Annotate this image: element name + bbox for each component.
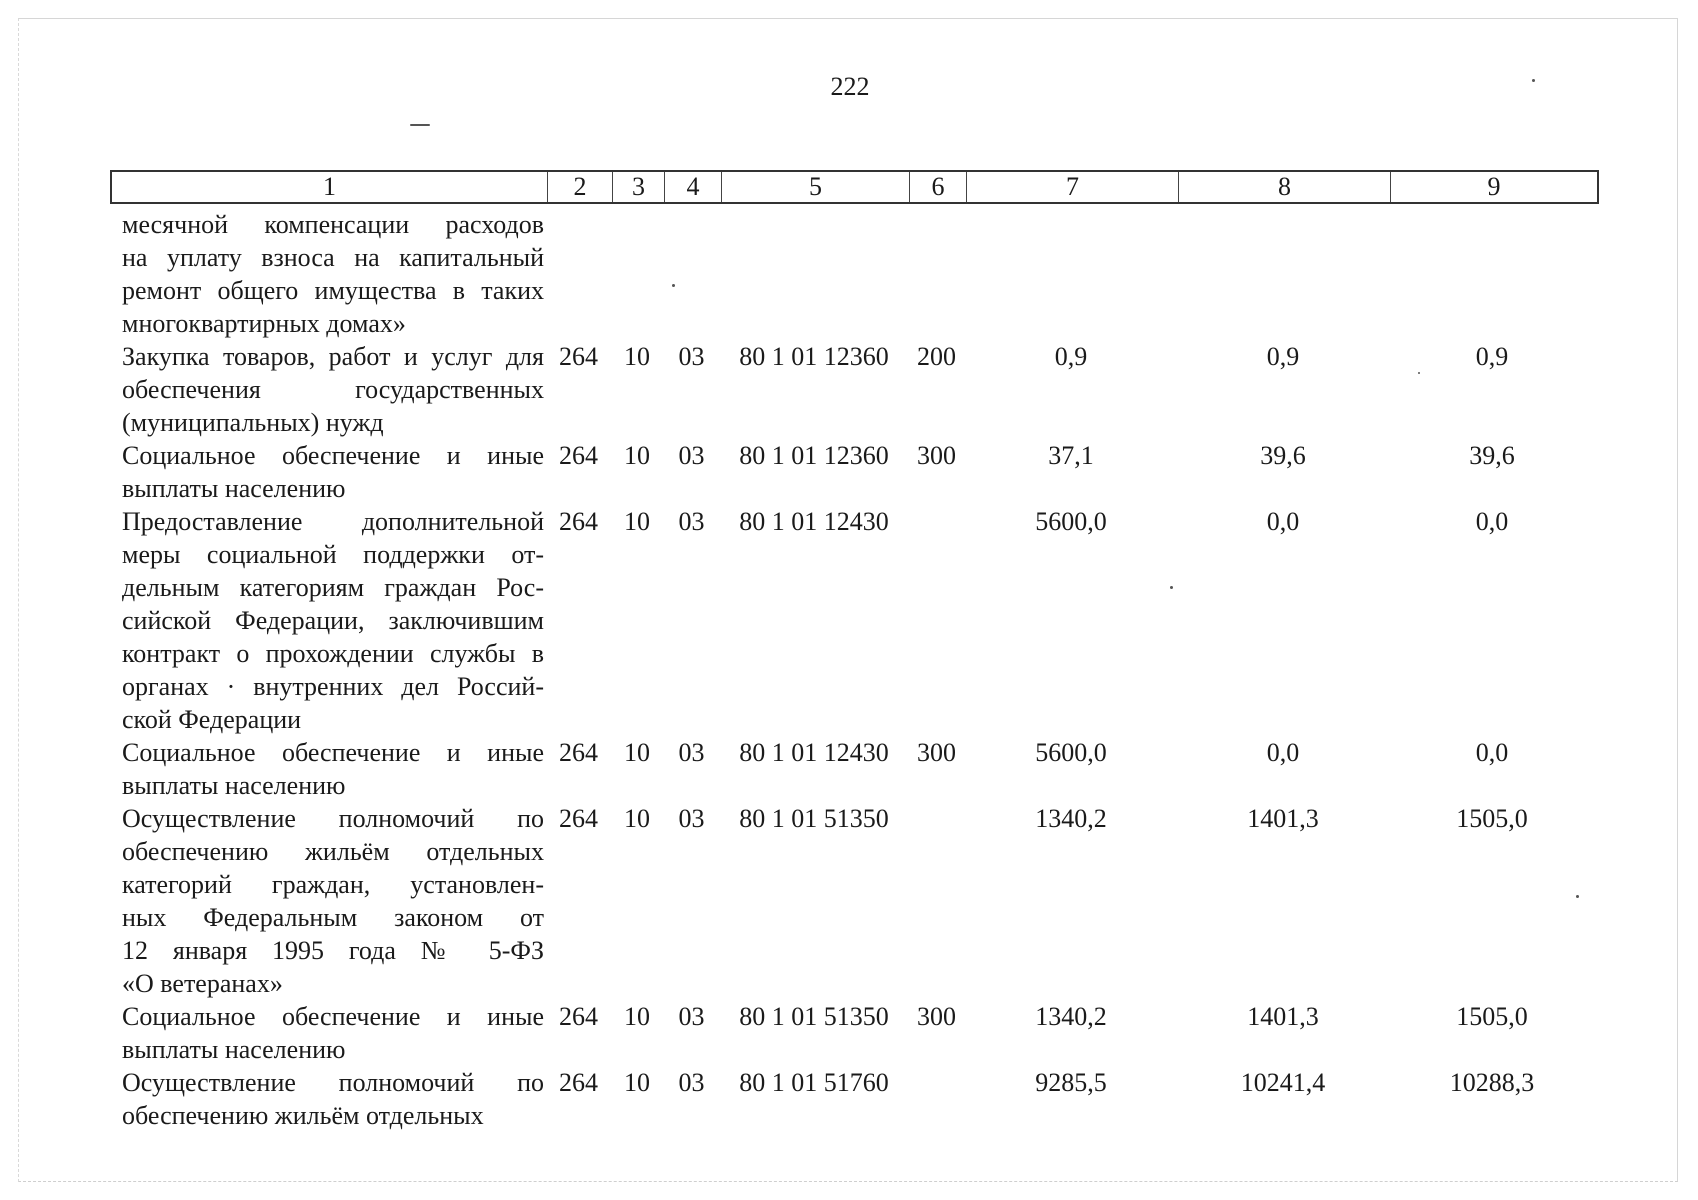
section-code — [611, 208, 663, 340]
amount-year-1: 9285,5 — [1035, 1068, 1107, 1097]
subsection-code: 03 — [678, 1002, 705, 1031]
row-description — [110, 1000, 546, 1066]
description-line: дельным категориям граждан Рос- — [122, 573, 544, 602]
expense-type-code: 300 — [917, 1002, 956, 1031]
description-line: Социальное обеспечение и иные — [122, 1002, 544, 1031]
amount-year-1: 37,1 — [1048, 441, 1094, 470]
section-code: 10 — [624, 342, 650, 371]
subsection-code: 03 — [678, 738, 705, 767]
description-line: ремонт общего имущества в таких — [122, 276, 544, 305]
header-cell-7: 7 — [967, 172, 1179, 202]
ministry-code: 264 — [559, 1068, 598, 1097]
header-cell-2: 2 — [548, 172, 613, 202]
target-article-code — [720, 208, 908, 340]
description-line: контракт о прохождении службы в — [122, 639, 544, 668]
description-line: Закупка товаров, работ и услуг для — [122, 342, 544, 371]
section-code: 10 — [624, 1068, 650, 1097]
row-description — [110, 439, 546, 505]
scan-speck — [1418, 372, 1420, 374]
table-row — [110, 1066, 1595, 1132]
amount-year-2: 0,0 — [1266, 738, 1300, 767]
amount-year-1: 5600,0 — [1035, 738, 1107, 767]
description-line: категорий граждан, установлен- — [122, 870, 544, 899]
header-cell-9: 9 — [1487, 172, 1501, 201]
section-code: 10 — [624, 441, 650, 470]
row-description — [110, 208, 546, 340]
section-code: 10 — [624, 804, 650, 833]
amount-year-2: 39,6 — [1260, 441, 1306, 470]
description-line: ных Федеральным законом от — [122, 903, 544, 932]
row-description — [110, 505, 546, 736]
description-line: ской Федерации — [122, 705, 302, 734]
description-line: выплаты населению — [122, 1035, 346, 1064]
description-line: обеспечению жильём отдельных — [122, 837, 544, 866]
amount-year-2: 1401,3 — [1247, 804, 1319, 833]
scan-speck — [1576, 895, 1579, 898]
description-line: выплаты населению — [122, 474, 346, 503]
header-cell-4: 4 — [665, 172, 722, 202]
description-line: Социальное обеспечение и иные — [122, 738, 544, 767]
amount-year-2: 10241,4 — [1240, 1068, 1326, 1097]
subsection-code: 03 — [678, 441, 705, 470]
amount-year-3: 1505,0 — [1456, 804, 1528, 833]
description-line: на уплату взноса на капитальный — [122, 243, 544, 272]
row-description — [110, 1066, 546, 1132]
amount-year-1: 5600,0 — [1035, 507, 1107, 536]
amount-year-1: 1340,2 — [1035, 804, 1107, 833]
amount-year-2: 0,9 — [1266, 342, 1300, 371]
row-description — [110, 340, 546, 439]
amount-year-3: 0,9 — [1475, 342, 1509, 371]
amount-year-3: 0,0 — [1475, 507, 1509, 536]
section-code: 10 — [624, 1002, 650, 1031]
description-line: месячной компенсации расходов — [122, 210, 544, 239]
description-line: сийской Федерации, заключившим — [122, 606, 544, 635]
description-line: Осуществление полномочий по — [122, 804, 544, 833]
table-row — [110, 439, 1595, 505]
amount-year-1: 1340,2 — [1035, 1002, 1107, 1031]
ministry-code: 264 — [559, 342, 598, 371]
expense-type-code — [908, 208, 965, 340]
header-cell-1: 1 — [112, 172, 548, 202]
target-article-code: 80 1 01 12360 — [739, 342, 889, 371]
amount-year-3: 1505,0 — [1456, 1002, 1528, 1031]
description-line: Социальное обеспечение и иные — [122, 441, 544, 470]
description-line: органах · внутренних дел Россий- — [122, 672, 544, 701]
row-description — [110, 802, 546, 1000]
row-description — [110, 736, 546, 802]
amount-year-1 — [965, 208, 1177, 340]
page-number: 222 — [830, 72, 870, 101]
target-article-code: 80 1 01 51760 — [739, 1068, 889, 1097]
expense-type-code — [908, 505, 965, 736]
header-cell-3: 3 — [613, 172, 665, 202]
amount-year-1: 0,9 — [1054, 342, 1088, 371]
subsection-code: 03 — [678, 342, 705, 371]
scan-speck — [672, 284, 675, 287]
expense-type-code: 300 — [917, 441, 956, 470]
target-article-code: 80 1 01 12430 — [739, 507, 889, 536]
section-code: 10 — [624, 738, 650, 767]
section-code: 10 — [624, 507, 650, 536]
subsection-code — [663, 208, 720, 340]
subsection-code: 03 — [678, 804, 705, 833]
ministry-code: 264 — [559, 738, 598, 767]
amount-year-3: 10288,3 — [1449, 1068, 1535, 1097]
expense-type-code — [908, 802, 965, 1000]
table-row — [110, 736, 1595, 802]
description-line: (муниципальных) нужд — [122, 408, 384, 437]
amount-year-3 — [1389, 208, 1595, 340]
table-row — [110, 208, 1595, 340]
amount-year-2: 1401,3 — [1247, 1002, 1319, 1031]
ministry-code: 264 — [559, 441, 598, 470]
expense-type-code: 200 — [917, 342, 956, 371]
amount-year-3: 39,6 — [1469, 441, 1515, 470]
description-line: меры социальной поддержки от- — [122, 540, 544, 569]
table-body — [110, 208, 1595, 1132]
amount-year-2: 0,0 — [1266, 507, 1300, 536]
table-header-row — [110, 170, 1599, 204]
table-row — [110, 802, 1595, 1000]
target-article-code: 80 1 01 12360 — [739, 441, 889, 470]
ministry-code — [546, 208, 611, 340]
subsection-code: 03 — [678, 1068, 705, 1097]
description-line: «О ветеранах» — [122, 969, 283, 998]
description-line: Предоставление дополнительной — [122, 507, 544, 536]
ministry-code: 264 — [559, 804, 598, 833]
amount-year-2 — [1177, 208, 1389, 340]
amount-year-3: 0,0 — [1475, 738, 1509, 767]
scan-speck — [410, 124, 430, 126]
header-cell-6: 6 — [910, 172, 967, 202]
description-line: Осуществление полномочий по — [122, 1068, 544, 1097]
target-article-code: 80 1 01 51350 — [739, 804, 889, 833]
scan-speck — [1532, 79, 1535, 82]
description-line: обеспечению жильём отдельных — [122, 1101, 484, 1130]
description-line: 12 января 1995 года № 5-ФЗ — [122, 936, 544, 965]
ministry-code: 264 — [559, 1002, 598, 1031]
description-line: выплаты населению — [122, 771, 346, 800]
expense-type-code: 300 — [917, 738, 956, 767]
target-article-code: 80 1 01 51350 — [739, 1002, 889, 1031]
target-article-code: 80 1 01 12430 — [739, 738, 889, 767]
description-line: многоквартирных домах» — [122, 309, 406, 338]
description-line: обеспечения государственных — [122, 375, 544, 404]
expense-type-code — [908, 1066, 965, 1132]
table-row — [110, 1000, 1595, 1066]
table-row — [110, 340, 1595, 439]
table-row — [110, 505, 1595, 736]
header-cell-5: 5 — [722, 172, 910, 202]
subsection-code: 03 — [678, 507, 705, 536]
ministry-code: 264 — [559, 507, 598, 536]
header-cell-8: 8 — [1179, 172, 1391, 202]
scan-speck — [1170, 586, 1173, 589]
